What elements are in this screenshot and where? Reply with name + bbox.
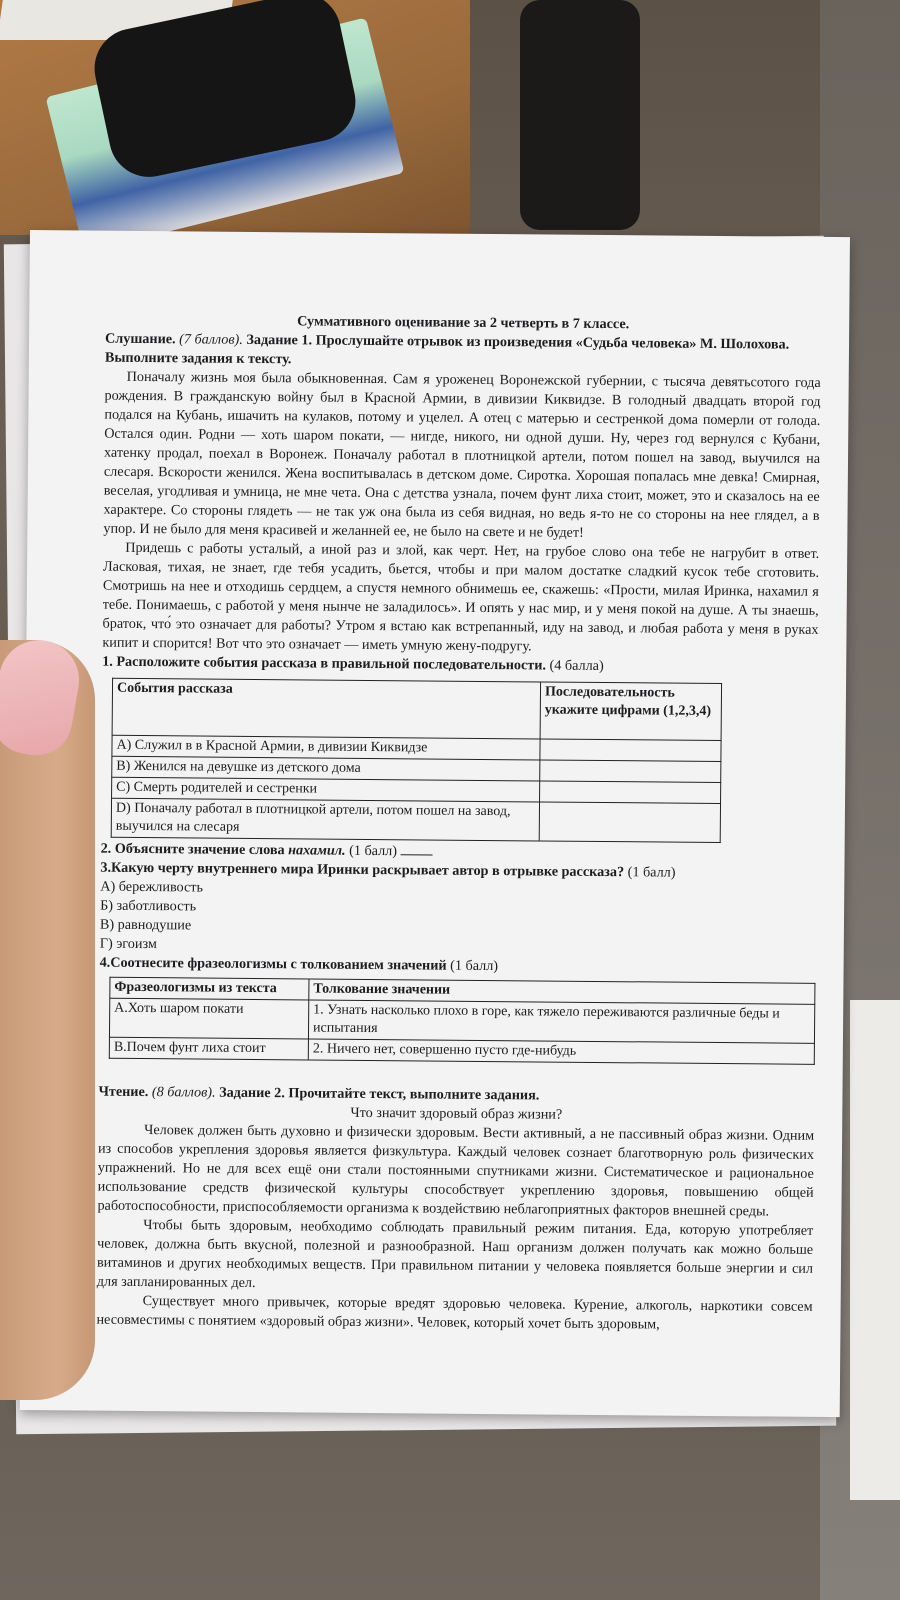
sheet-content — [96, 311, 821, 1336]
question-3-options — [100, 878, 817, 960]
listening-task: Задание 1. Прослушайте отрывок из произведения «Судьба человека» М. Шолохова. Выполните задания к тексту. — [104, 331, 790, 368]
chair — [520, 0, 640, 230]
events-header: События рассказа — [112, 678, 540, 739]
reading-task: Задание 2. Прочитайте текст, выполните задания. — [219, 1084, 540, 1104]
sequence-answer-cell[interactable] — [540, 781, 721, 804]
listening-points: (7 баллов). — [179, 331, 243, 348]
phrase-header: Фразеологизмы из текста — [110, 977, 309, 1000]
question-3-text: 3.Какую черту внутреннего мира Иринки раскрывает автор в отрывке рассказа? — [100, 859, 625, 881]
listening-label: Слушание. — [104, 330, 176, 348]
reading-subtitle: Что значит здоровый образ жизни? — [350, 1104, 563, 1123]
table-row — [109, 998, 814, 1043]
sequence-answer-cell[interactable] — [540, 739, 721, 762]
events-table — [111, 678, 722, 843]
reading-points: (8 баллов). — [151, 1084, 216, 1101]
option-c[interactable]: В) равнодушие — [99, 916, 192, 934]
table-header-row — [112, 678, 721, 740]
meaning-cell: 1. Узнать насколько плохо в горе, как тяжело переживаются различные беды и испытания — [308, 1000, 814, 1043]
meaning-header: Толкование значении — [309, 979, 815, 1004]
listening-paragraph-1: Поначалу жизнь моя была обыкновенная. Сам я уроженец Воронежской губернии, с тысяча девятьсотого года рождения. В гражданскую войну был в Красной Армии, в дивизии Киквидзе. В голодный двадцать второй год подался на Кубань, ишачить на кулаков, потому и уцелел. А отец с матерью и сестренкой дома померли от голода. Остался один. Родни — хоть шаром покати, — нигде, никого, ни одной души. Ну, через год вернулся с Кубани, хатенку продал, поехал в Воронеж. Поначалу работал в плотницкой артели, потом пошел на завод, выучился на слесаря. Вскорости женился. Жена воспитывалась в детском доме. Сиротка. Хорошая попалась мне девка! Смирная, веселая, угодливая и умница, не мне чета. Она с детства узнала, почем фунт лиха стоит, может, это и сказалось на ее характере. Со стороны глядеть — не так уж она была из себя видная, но ведь я-то не со стороны на нее глядел, а в упор. И не было для меня красивей и желанней ее, не было на свете и не будет! — [103, 368, 821, 541]
table-row — [111, 798, 720, 842]
reading-paragraph-3: Существует много привычек, которые вредят здоровью человека. Курение, алкоголь, наркотики совсем несовместимы с понятием «здоровый образ жизни». Человек, который хочет быть здоровым, — [96, 1293, 813, 1333]
phraseology-table — [109, 977, 816, 1065]
phrase-cell: В.Почем фунт лиха стоит — [109, 1037, 308, 1060]
sequence-answer-cell[interactable] — [539, 802, 720, 843]
question-1-points: (4 балла) — [549, 657, 604, 675]
event-cell: D) Поначалу работал в плотницкой артели, потом пошел на завод, выучился на слесаря — [111, 798, 539, 841]
listening-heading — [105, 330, 821, 374]
thumb — [0, 640, 95, 1400]
option-d[interactable]: Г) эгоизм — [99, 935, 157, 953]
page-title: Суммативного оценивание за 2 четверть в 7 классе. — [297, 313, 630, 333]
phrase-cell: А.Хоть шаром покати — [109, 998, 308, 1039]
exam-sheet — [20, 230, 850, 1417]
reading-paragraph-1: Человек должен быть духовно и физически здоровым. Вести активный, а не пассивный образ жизни. Одним из способов укрепления здоровья является физкультура. Каждый человек сознает благотворную роль физических упражнений. Но не для всех ещё они стали постоянными спутниками жизни. Систематическое и рациональное использование средств физической культуры способствует укреплению здоровья, повышению общей работоспособности, приспособляемости организма к воздействию неблагоприятных факторов внешней среды. — [97, 1122, 815, 1220]
event-cell: A) Служил в в Красной Армии, в дивизии Киквидзе — [112, 735, 540, 760]
listening-paragraph-2: Придешь с работы усталый, а иной раз и злой, как черт. Нет, на грубое слово она тебе не нагрубит в ответ. Ласковая, тихая, не знает, где тебя усадить, бьется, чтобы и при малом достатке сладкий кусок тебе сготовить. Смотришь на нее и отходишь сердцем, а спустя немного обнимешь ее, скажешь: «Прости, милая Иринка, нахамил я тебе. Понимаешь, с работой у меня нынче не заладилось». И опять у нас мир, и у меня покой на душе. А ты знаешь, браток, что́ это означает для работы? Утром я встаю как встрепанный, иду на завод, и любая работа у меня в руках кипит и спорится! Вот что это означает — иметь умную жену-подругу. — [102, 539, 820, 655]
question-2-word: нахамил. — [288, 842, 346, 859]
question-2-text: 2. Объясните значение слова — [100, 840, 285, 859]
sequence-answer-cell[interactable] — [540, 760, 721, 783]
question-2-points: (1 балл) — [349, 842, 398, 860]
option-a[interactable]: А) бережливость — [100, 878, 204, 896]
event-cell: B) Женился на девушке из детского дома — [112, 756, 540, 781]
reading-label: Чтение. — [98, 1083, 149, 1101]
meaning-cell: 2. Ничего нет, совершенно пусто где-нибудь — [308, 1039, 814, 1064]
question-4-points: (1 балл) — [450, 957, 499, 975]
question-4-text: 4.Соотнесите фразеологизмы с толкованием значений — [99, 954, 447, 974]
paper-stack — [850, 1000, 900, 1500]
answer-blank[interactable] — [401, 842, 433, 855]
reading-paragraph-2: Чтобы быть здоровым, необходимо соблюдать правильный режим питания. Еда, которую употребляет человек, должна быть вкусной, полезной и разнообразной. Наш организм должен получать как можно больше витаминов и других необходимых веществ. При правильном питании у человека появляется больше энергии и сил для запланированных дел. — [96, 1217, 814, 1292]
event-cell: C) Смерть родителей и сестренки — [112, 777, 540, 802]
sequence-header: Последовательность укажите цифрами (1,2,3,4) — [540, 682, 721, 741]
question-1-text: 1. Расположите события рассказа в правильной последовательности. — [102, 653, 547, 674]
option-b[interactable]: Б) заботливость — [100, 897, 197, 915]
question-3-points: (1 балл) — [627, 864, 676, 881]
